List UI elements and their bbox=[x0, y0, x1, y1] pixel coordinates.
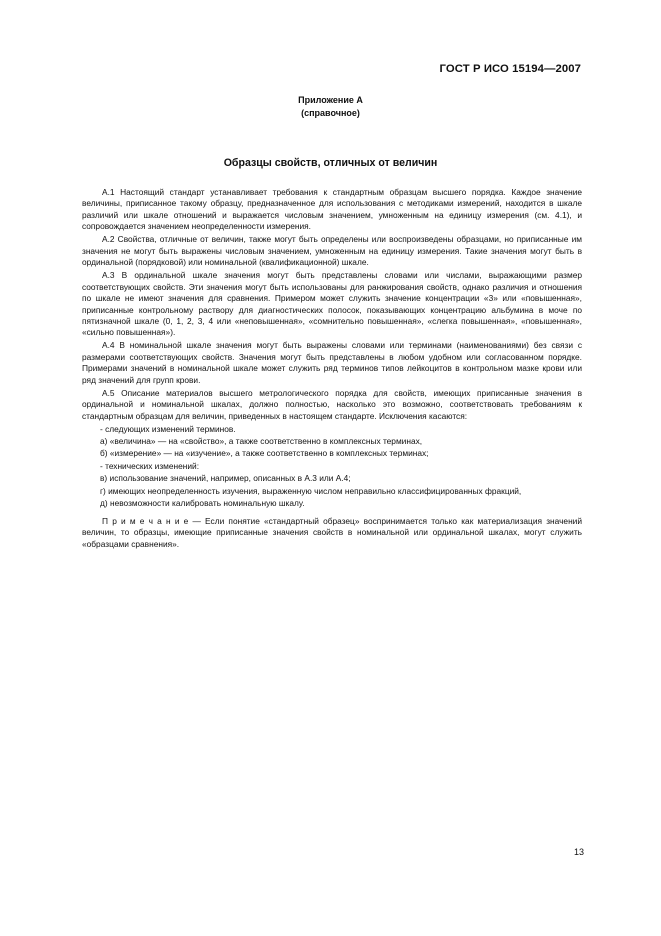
note-label: П р и м е ч а н и е bbox=[102, 515, 189, 526]
paragraph-a3: А.3 В ординальной шкале значения могут быть представлены словами или числами, выражающими размер соответствующих свойств. Эти значения могут быть использованы для ранжирования свойств, однако различия и отношения по шкале не имеют значения для сравнения. Примером может служить значение концентрации «3» или «повышенная», приписанные контрольному раствору для диагностических полосок, показывающих концентрацию альбумина в моче по пятизначной шкале (0, 1, 2, 3, 4 или «неповышенная», «сомнительно повышенная», «слегка повышенная», «повышенная», «сильно повышенная»). bbox=[82, 270, 582, 338]
paragraph-a1: А.1 Настоящий стандарт устанавливает требования к стандартным образцам высшего порядка. Каждое значение величины, приписанное такому образцу, предназначенное для использования с методиками измерений, находится в шкале различий или шкале отношений и выражается числовым значением, умноженным на единицу измерения (см. 4.1), и сопровождается значением неопределенности измерения. bbox=[82, 187, 582, 232]
annex-subtitle: (справочное) bbox=[301, 108, 360, 118]
annex-title: Приложение А bbox=[298, 95, 363, 105]
list-item: - технических изменений: bbox=[100, 460, 200, 471]
list-item: д) невозможности калибровать номинальную шкалу. bbox=[100, 498, 305, 509]
annex-heading bbox=[0, 94, 661, 120]
list-item: а) «величина» — на «свойство», а также соответственно в комплексных терминах, bbox=[100, 436, 423, 447]
list-item: - следующих изменений терминов. bbox=[100, 423, 236, 434]
note-paragraph bbox=[82, 516, 582, 550]
section-title: Образцы свойств, отличных от величин bbox=[223, 157, 438, 169]
paragraph-a2: А.2 Свойства, отличные от величин, также могут быть определены или воспроизведены образцами, но приписанные им значения не могут быть выражены числовым значением, умноженным на единицу измерения. Такие значения могут быть в ординальной (порядковой) или номинальной (квалификационной) шкале. bbox=[82, 234, 582, 268]
list-item: г) имеющих неопределенность изучения, выраженную числом неправильно классифицированных фракций, bbox=[100, 485, 522, 496]
list-item: б) «измерение» — на «изучение», а также соответственно в комплексных терминах; bbox=[100, 448, 429, 459]
document-header: ГОСТ Р ИСО 15194—2007 bbox=[439, 63, 581, 75]
note-text: — Если понятие «стандартный образец» воспринимается только как материализация значений величин, то образцы, имеющие приписанные значения свойств в номинальной или ординальной шкалах, могут служить «образцами сравнения». bbox=[82, 515, 582, 549]
paragraph-a5: А.5 Описание материалов высшего метрологического порядка для свойств, имеющих приписанные значения в ординальной и номинальной шкалах, должно полностью, насколько это возможно, соответствовать требованиям к стандартным образцам для величин, приведенных в настоящем стандарте. Исключения касаются: bbox=[82, 387, 582, 421]
paragraph-a4: А.4 В номинальной шкале значения могут быть выражены словами или терминами (наименованиями) без связи с размерами соответствующих свойств. Значения могут быть представлены в любом удобном или согласованном порядке. Примерами значений в номинальной шкале может служить ряд терминов типов лейкоцитов в контрольном мазке крови или ряд значений для групп крови. bbox=[82, 340, 582, 385]
page-number: 13 bbox=[573, 847, 584, 857]
list-item: в) использование значений, например, описанных в А.3 или А.4; bbox=[100, 473, 351, 484]
body-text bbox=[82, 187, 582, 552]
